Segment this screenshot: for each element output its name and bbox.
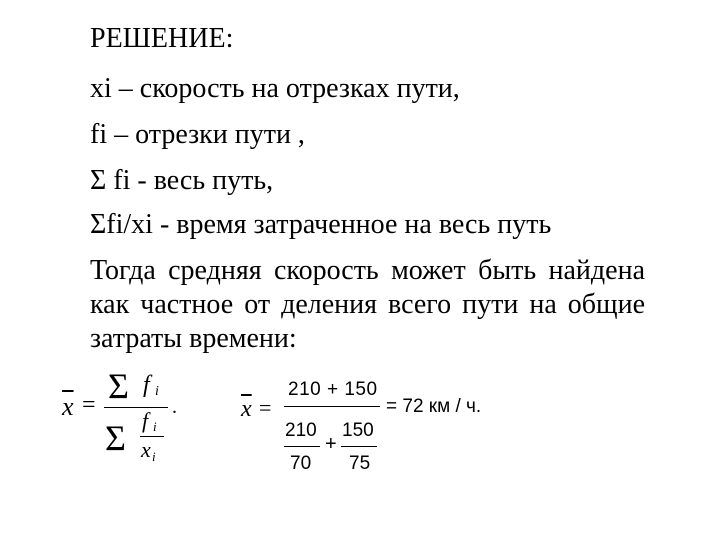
definition-sum-fi: Σ fi - весь путь, — [90, 165, 274, 196]
frac1-numerator: 210 — [285, 420, 317, 441]
heading: РЕШЕНИЕ: — [90, 23, 234, 54]
frac2-bar — [341, 446, 377, 447]
inner-denominator-sub: i — [152, 449, 156, 464]
sigma-numerator: Σ — [108, 366, 129, 406]
numerator-sub: i — [155, 384, 159, 399]
definition-time: Σfi/xi - время затраченное на весь путь — [90, 209, 552, 240]
frac2-numerator: 150 — [342, 420, 374, 441]
inner-denominator-x: x — [141, 437, 151, 462]
frac1-bar — [284, 446, 320, 447]
numerator-f: f — [143, 372, 150, 398]
main-fraction-bar — [104, 407, 168, 408]
definition-xi: xi – скорость на отрезках пути, — [90, 73, 460, 104]
numeric-result: = 72 км / ч. — [386, 396, 482, 417]
sigma-denominator: Σ — [105, 418, 126, 458]
frac2-denominator: 75 — [349, 453, 371, 474]
numeric-main-bar — [284, 406, 380, 407]
definition-fi: fi – отрезки пути , — [90, 119, 305, 150]
explanation-paragraph: Тогда средняя скорость может быть найдена как частное от деления всего пути на общие затраты времени: — [90, 255, 645, 354]
frac1-denominator: 70 — [290, 453, 312, 474]
mean-symbol-numeric: $\overline{x}$ — [241, 396, 252, 422]
inner-numerator-f: f — [142, 408, 149, 433]
equals-sign-numeric: = — [259, 395, 272, 420]
inner-numerator-sub: i — [153, 419, 157, 434]
equals-sign: = — [82, 392, 96, 418]
mean-symbol: $\overline{x}$ — [62, 392, 74, 421]
plus-sign: + — [325, 433, 337, 455]
trailing-period: . — [172, 396, 177, 418]
numeric-numerator: 210 + 150 — [288, 379, 378, 400]
